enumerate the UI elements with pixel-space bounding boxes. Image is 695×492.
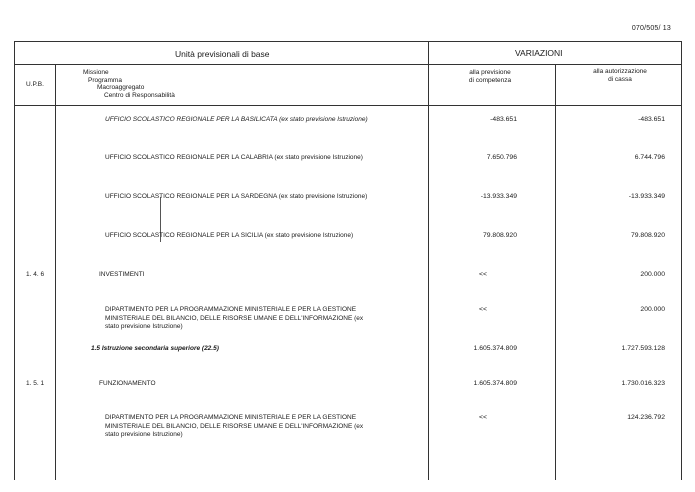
row-text — [105, 414, 363, 440]
row-line: UFFICIO SCOLASTICO REGIONALE PER LA CALABRIA (ex stato previsione Istruzione) — [105, 154, 363, 161]
col-cassa-line1: alla autorizzazione — [593, 68, 647, 75]
row-line: UFFICIO SCOLASTICO REGIONALE PER LA BASILICATA (ex stato previsione Istruzione) — [105, 116, 368, 123]
header-rule-1 — [15, 64, 681, 65]
row-line: stato previsione Istruzione) — [105, 323, 183, 330]
row-competenza: 7.650.796 — [486, 154, 517, 161]
upb-label: U.P.B. — [26, 81, 44, 88]
row-text — [105, 193, 367, 202]
row-upb: 1. 5. 1 — [26, 380, 45, 387]
header-rule-2 — [15, 105, 681, 106]
page-id: 070/505/ 13 — [631, 25, 671, 32]
hierarchy-programma: Programma — [88, 76, 122, 84]
row-line: UFFICIO SCOLASTICO REGIONALE PER LA SARDEGNA (ex stato previsione Istruzione) — [105, 193, 368, 200]
row-competenza: 79.808.920 — [482, 232, 517, 239]
row-line: MINISTERIALE DEL BILANCIO, DELLE RISORSE UMANE E DELL'INFORMAZIONE (ex — [105, 314, 364, 322]
header-right-title: VARIAZIONI — [515, 48, 563, 58]
row-text — [99, 380, 156, 389]
divider-upb — [55, 64, 56, 480]
col-competenza-label — [455, 69, 525, 85]
row-cassa: 200.000 — [640, 271, 665, 278]
hierarchy-missione: Missione — [83, 69, 109, 76]
row-cassa: 1.730.016.323 — [621, 380, 665, 387]
row-cassa: -483.651 — [638, 116, 665, 123]
budget-table — [14, 41, 682, 480]
row-text — [105, 306, 363, 332]
row-line: stato previsione Istruzione) — [105, 431, 183, 438]
row-text — [99, 271, 145, 280]
row-line: DIPARTIMENTO PER LA PROGRAMMAZIONE MINISTERIALE E PER LA GESTIONE — [105, 306, 357, 313]
row-line: MINISTERIALE DEL BILANCIO, DELLE RISORSE UMANE E DELL'INFORMAZIONE (ex — [105, 422, 364, 430]
col-competenza-line1: alla previsione — [469, 69, 511, 76]
row-competenza: 1.605.374.809 — [473, 380, 517, 387]
header-left-title: Unità previsionali di base — [175, 49, 270, 59]
row-cassa: 6.744.796 — [634, 154, 665, 161]
row-text — [105, 232, 353, 241]
row-line: INVESTIMENTI — [99, 271, 145, 278]
row-cassa: 124.236.792 — [627, 414, 665, 421]
hierarchy-centro: Centro di Responsabilità — [104, 91, 175, 99]
col-competenza-line2: di competenza — [468, 77, 512, 84]
row-cassa: 1.727.593.128 — [621, 345, 665, 352]
row-text — [105, 154, 363, 163]
row-cassa: -13.933.349 — [628, 193, 665, 200]
row-competenza: -13.933.349 — [480, 193, 517, 200]
row-cassa: 79.808.920 — [630, 232, 665, 239]
col-cassa-line2: di cassa — [608, 76, 632, 83]
row-line: DIPARTIMENTO PER LA PROGRAMMAZIONE MINISTERIALE E PER LA GESTIONE — [105, 414, 357, 421]
hierarchy-labels — [83, 69, 175, 99]
row-text — [91, 345, 219, 354]
divider-cassa — [555, 64, 556, 480]
row-line: FUNZIONAMENTO — [99, 380, 156, 387]
col-cassa-label — [580, 68, 660, 84]
row-upb: 1. 4. 6 — [26, 271, 45, 278]
row-competenza: -483.651 — [490, 116, 517, 123]
row-competenza: << — [479, 306, 487, 313]
row-text — [105, 116, 368, 125]
row-line: 1.5 Istruzione secondaria superiore (22.5) — [91, 345, 219, 352]
hierarchy-macroaggregato: Macroaggregato — [97, 84, 145, 91]
row-cassa: 200.000 — [640, 306, 665, 313]
row-competenza: << — [479, 414, 487, 421]
row-line: UFFICIO SCOLASTICO REGIONALE PER LA SICILIA (ex stato previsione Istruzione) — [105, 232, 354, 239]
row-competenza: 1.605.374.809 — [473, 345, 517, 352]
row-competenza: << — [479, 271, 487, 278]
